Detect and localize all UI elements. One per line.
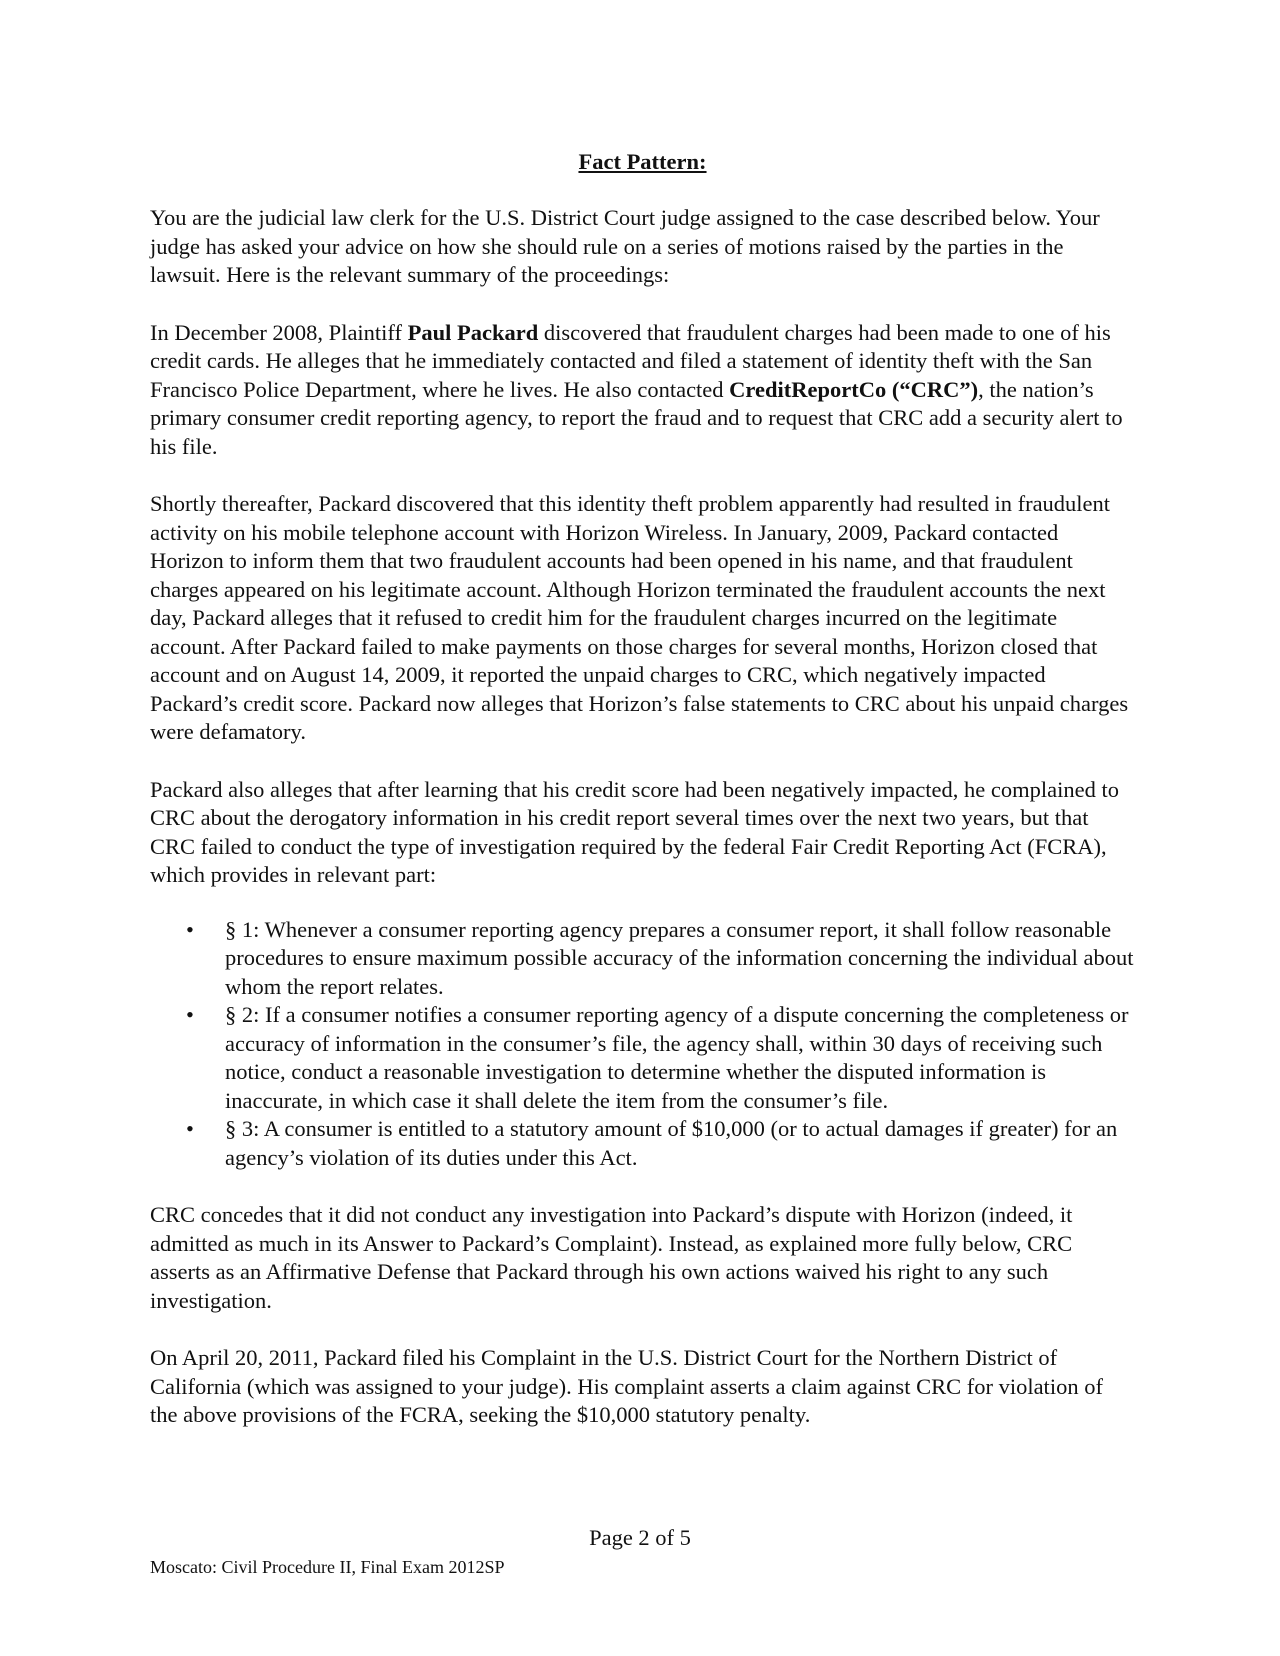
- document-page: [150, 148, 1135, 1459]
- facts-paragraph-4: CRC concedes that it did not conduct any investigation into Packard’s dispute with Horizon (indeed, it admitted as much in its Answer to Packard’s Complaint). Instead, as explained more fully below, CRC asserts as an Affirmative Defense that Packard through his own actions waived his right to any such investigation.: [150, 1202, 1073, 1313]
- provision-text: § 3: A consumer is entitled to a statutory amount of $10,000 (or to actual damages if greater) for an agency’s violation of its duties under this Act.: [225, 1116, 1118, 1170]
- facts-text-c: , the nation’s primary consumer credit reporting agency, to report the fraud and to request that CRC add a security alert to his file.: [150, 376, 1123, 459]
- list-item: [150, 1001, 1135, 1115]
- facts-text-b: discovered that fraudulent charges had been made to one of his credit cards. He alleges that he immediately contacted and filed a statement of identity theft with the San Francisco Police Department, where he lives. He also contacted: [150, 319, 1111, 402]
- fcra-provisions-list: [150, 916, 1135, 1173]
- page-title: Fact Pattern:: [578, 149, 707, 174]
- provision-text: § 1: Whenever a consumer reporting agency prepares a consumer report, it shall follow reasonable procedures to ensure maximum possible accuracy of the information concerning the individual about whom the report relates.: [225, 916, 1134, 999]
- facts-text-a: In December 2008, Plaintiff: [150, 319, 408, 345]
- facts-paragraph-3: Packard also alleges that after learning that his credit score had been negatively impacted, he complained to CRC about the derogatory information in his credit report several times over the next two years, but that CRC failed to conduct the type of investigation required by the federal Fair Credit Reporting Act (FCRA), which provides in relevant part:: [150, 776, 1119, 887]
- footer-note: Moscato: Civil Procedure II, Final Exam 2012SP: [150, 1557, 505, 1577]
- facts-paragraph-5: On April 20, 2011, Packard filed his Complaint in the U.S. District Court for the Northern District of California (which was assigned to your judge). His complaint asserts a claim against CRC for violation of the above provisions of the FCRA, seeking the $10,000 statutory penalty.: [150, 1345, 1103, 1427]
- facts-paragraph-1: [150, 319, 1135, 462]
- page-number: Page 2 of 5: [589, 1525, 691, 1550]
- facts-paragraph-2: Shortly thereafter, Packard discovered that this identity theft problem apparently had resulted in fraudulent activity on his mobile telephone account with Horizon Wireless. In January, 2009, Packard contacted Horizon to inform them that two fraudulent accounts had been opened in his name, and that fraudulent charges appeared on his legitimate account. Although Horizon terminated the fraudulent accounts the next day, Packard alleges that it refused to credit him for the fraudulent charges incurred on the legitimate account. After Packard failed to make payments on those charges for several months, Horizon closed that account and on August 14, 2009, it reported the unpaid charges to CRC, which negatively impacted Packard’s credit score. Packard now alleges that Horizon’s false statements to CRC about his unpaid charges were defamatory.: [150, 491, 1129, 744]
- intro-paragraph: You are the judicial law clerk for the U.S. District Court judge assigned to the case described below. Your judge has asked your advice on how she should rule on a series of motions raised by the parties in the lawsuit. Here is the relevant summary of the proceedings:: [150, 205, 1100, 287]
- bullet-icon: •: [186, 1116, 194, 1141]
- provision-text: § 2: If a consumer notifies a consumer reporting agency of a dispute concerning the completeness or accuracy of information in the consumer’s file, the agency shall, within 30 days of receiving such notice, conduct a reasonable investigation to determine whether the disputed information is inaccurate, in which case it shall delete the item from the consumer’s file.: [225, 1002, 1129, 1113]
- list-item: [150, 916, 1135, 1002]
- bullet-icon: •: [186, 1002, 194, 1027]
- defendant-name: CreditReportCo (“CRC”): [729, 376, 979, 402]
- bullet-icon: •: [186, 916, 194, 942]
- list-item: [150, 1115, 1135, 1172]
- plaintiff-name: Paul Packard: [407, 319, 539, 345]
